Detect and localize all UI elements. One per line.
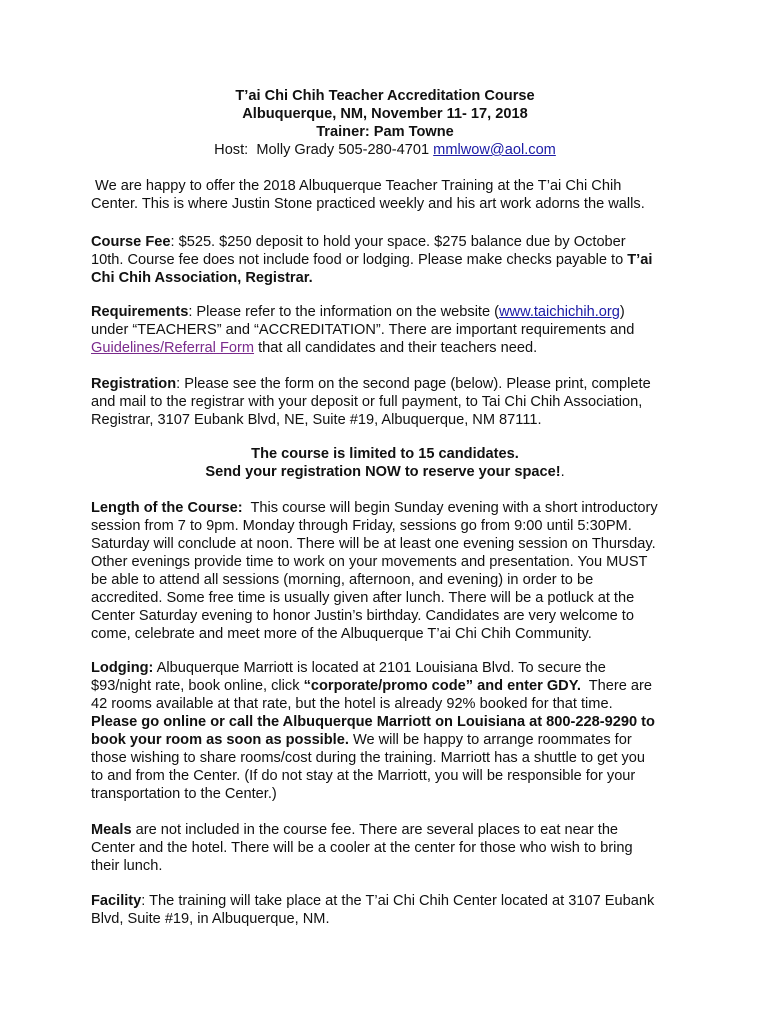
course-fee-text: 10th. Course fee does not include food or lodging. Please make checks payable to: [91, 252, 628, 268]
notice-period: .: [560, 464, 565, 480]
meals-line: [91, 821, 691, 839]
registration-text: : Please see the form on the second page (below). Please print, complete: [176, 376, 651, 392]
notice-block: [0, 445, 770, 481]
requirements-line: [91, 339, 691, 357]
intro-line: We are happy to offer the 2018 Albuquerque Teacher Training at the T’ai Chi Chih: [91, 178, 622, 194]
length-text: This course will begin Sunday evening with a short introductory: [242, 500, 658, 516]
course-fee-payee: Chi Chih Association, Registrar.: [91, 270, 313, 286]
length-line: [91, 499, 691, 517]
length-line: Center Saturday evening to honor Justin’s birthday. Candidates are very welcome to: [91, 608, 634, 624]
registration-line: and mail to the registrar with your deposit or full payment, to Tai Chi Chih Association,: [91, 394, 643, 410]
lodging-text: We will be happy to arrange roommates for: [348, 732, 632, 748]
lodging-line: to and from the Center. (If do not stay at the Marriott, you will be responsible for your: [91, 768, 636, 784]
lodging-text: There are: [580, 678, 653, 694]
facility-text: : The training will take place at the T’ai Chi Chih Center located at 3107 Eubank: [141, 893, 655, 909]
intro-line: Center. This is where Justin Stone practiced weekly and his art work adorns the walls.: [91, 196, 645, 212]
course-fee-text: : $525. $250 deposit to hold your space. $275 balance due by October: [170, 234, 626, 250]
meals-line: their lunch.: [91, 858, 163, 874]
course-fee-label: Course Fee: [91, 234, 171, 250]
course-location: Albuquerque, NM, November 11- 17, 2018: [242, 106, 528, 122]
requirements-paragraph: [91, 303, 691, 357]
document-header: [0, 87, 770, 159]
length-line: accredited. Some free time is usually given after lunch. There will be a potluck at the: [91, 590, 635, 606]
facility-line: Blvd, Suite #19, in Albuquerque, NM.: [91, 911, 330, 927]
requirements-label: Requirements: [91, 304, 189, 320]
lodging-label: Lodging:: [91, 660, 154, 676]
lodging-line: transportation to the Center.): [91, 786, 277, 802]
length-line: be able to attend all sessions (morning, afternoon, and evening) in order to be: [91, 572, 594, 588]
registration-line: [91, 375, 691, 393]
intro-paragraph: [91, 177, 691, 213]
guidelines-form-link[interactable]: Guidelines/Referral Form: [91, 340, 255, 356]
promo-code-text: “corporate/promo code” and enter GDY.: [303, 678, 581, 694]
length-line: session from 7 to 9pm. Monday through Friday, sessions go from 9:00 until 5:30PM.: [91, 518, 632, 534]
host-email-link[interactable]: mmlwow@aol.com: [433, 142, 556, 158]
notice-limit: The course is limited to 15 candidates.: [251, 446, 519, 462]
registration-line: Registrar, 3107 Eubank Blvd, NE, Suite #19, Albuquerque, NM 87111.: [91, 412, 542, 428]
page-title: T’ai Chi Chih Teacher Accreditation Course: [235, 88, 535, 104]
course-fee-line: [91, 233, 691, 251]
meals-paragraph: [91, 821, 691, 875]
host-text: Host: Molly Grady 505-280-4701: [214, 142, 434, 158]
course-fee-paragraph: [91, 233, 691, 287]
facility-paragraph: [91, 892, 691, 928]
course-fee-payee: T’ai: [627, 252, 653, 268]
length-line: come, celebrate and meet more of the Albuquerque T’ai Chi Chih Community.: [91, 626, 592, 642]
notice-line: [0, 463, 770, 481]
course-host: [0, 141, 770, 159]
lodging-line: [91, 731, 691, 749]
registration-label: Registration: [91, 376, 177, 392]
meals-line: Center and the hotel. There will be a cooler at the center for those who wish to bring: [91, 840, 633, 856]
requirements-line: [91, 303, 691, 321]
lodging-text: $93/night rate, book online, click: [91, 678, 304, 694]
length-paragraph: [91, 499, 691, 643]
length-line: Saturday will conclude at noon. There will be at least one evening session on Thursday.: [91, 536, 656, 552]
requirements-text: ): [619, 304, 625, 320]
lodging-line: [91, 659, 691, 677]
meals-label: Meals: [91, 822, 132, 838]
length-label: Length of the Course:: [91, 500, 243, 516]
lodging-paragraph: [91, 659, 691, 803]
requirements-text: that all candidates and their teachers need.: [254, 340, 538, 356]
lodging-book-text: book your room as soon as possible.: [91, 732, 349, 748]
meals-text: are not included in the course fee. There are several places to eat near the: [131, 822, 619, 838]
facility-line: [91, 892, 691, 910]
registration-paragraph: [91, 375, 691, 429]
lodging-text: Albuquerque Marriott is located at 2101 Louisiana Blvd. To secure the: [153, 660, 606, 676]
facility-label: Facility: [91, 893, 142, 909]
lodging-line: those wishing to share rooms/cost during the training. Marriott has a shuttle to get you: [91, 750, 646, 766]
lodging-call-line: Please go online or call the Albuquerque Marriott on Louisiana at 800-228-9290 to: [91, 714, 655, 730]
course-fee-line: [91, 251, 691, 269]
course-trainer: Trainer: Pam Towne: [316, 124, 454, 140]
requirements-line: under “TEACHERS” and “ACCREDITATION”. There are important requirements and: [91, 322, 635, 338]
website-link[interactable]: www.taichichih.org: [499, 304, 620, 320]
lodging-line: [91, 677, 691, 695]
requirements-text: : Please refer to the information on the website (: [188, 304, 500, 320]
length-line: Other evenings provide time to work on your movements and presentation. You MUST: [91, 554, 648, 570]
lodging-line: 42 rooms available at that rate, but the hotel is already 92% booked for that time.: [91, 696, 613, 712]
notice-register: Send your registration NOW to reserve your space!: [205, 464, 561, 480]
